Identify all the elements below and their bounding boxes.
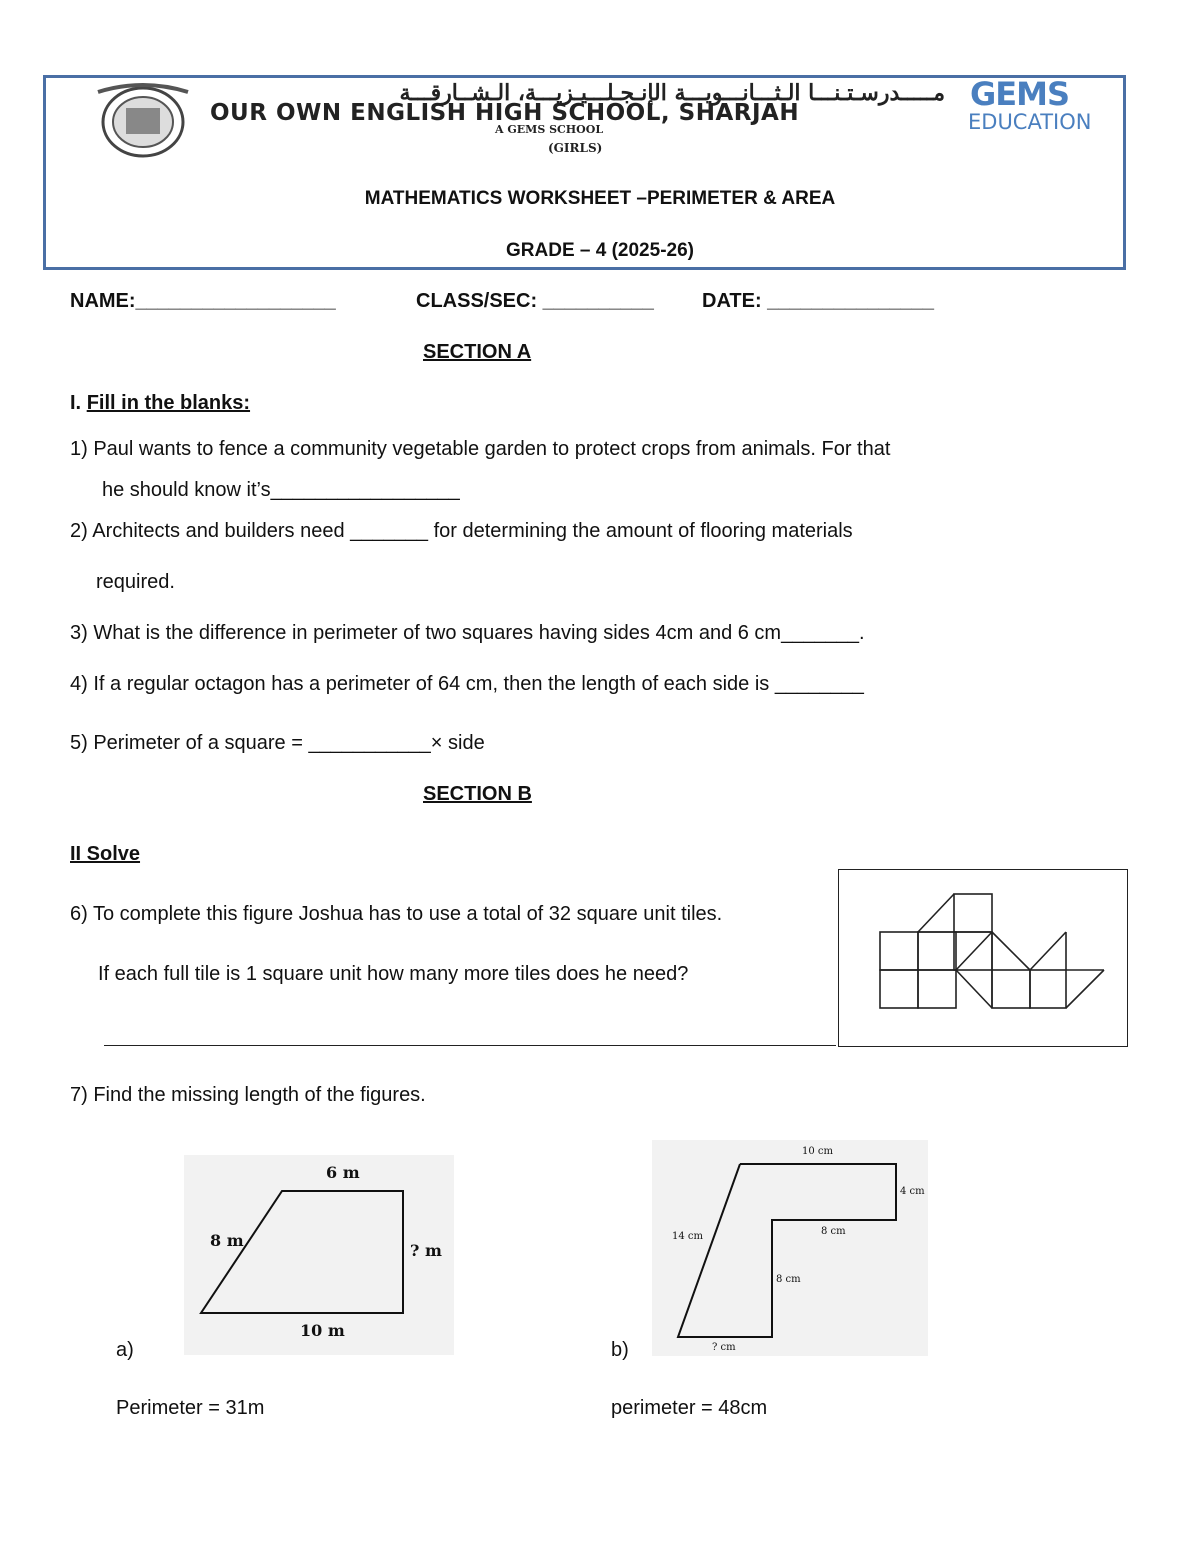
question-2-line-1: 2) Architects and builders need _______ for determining the amount of flooring materials [70,520,853,542]
figure-a-trapezoid [184,1155,454,1355]
gems-logo: GEMS [970,75,1070,113]
section-b-heading: II Solve [70,843,141,865]
answer-line-q6[interactable] [104,1045,836,1046]
question-6-line-2: If each full tile is 1 square unit how many more tiles does he need? [98,963,689,985]
class-field[interactable]: CLASS/SEC: __________ [416,290,654,312]
question-6-line-1: 6) To complete this figure Joshua has to use a total of 32 square unit tiles. [70,903,723,925]
section-a-heading [70,392,250,415]
school-subtitle: A GEMS SCHOOL [495,123,604,136]
trapezoid-bottom-label: 10 m [300,1321,345,1340]
section-a-heading-text: Fill in the blanks: [86,392,251,414]
section-b-title: SECTION B [423,783,532,805]
l-shape-right-label: 4 cm [900,1186,925,1197]
section-a-title: SECTION A [423,341,532,363]
l-shape-inner-vertical-label: 8 cm [776,1274,801,1285]
trapezoid-top-label: 6 m [326,1163,360,1182]
trapezoid-right-label: ? m [410,1241,442,1260]
question-3: 3) What is the difference in perimeter of two squares having sides 4cm and 6 cm_______. [70,622,865,644]
tile-figure-box [838,869,1128,1047]
school-crest-logo [88,80,198,160]
figure-b-l-shape [652,1140,928,1356]
question-1-line-1: 1) Paul wants to fence a community vegetable garden to protect crops from animals. For that [70,438,891,460]
question-4: 4) If a regular octagon has a perimeter of 64 cm, then the length of each side is ________ [70,673,864,695]
question-2-line-2: required. [96,571,175,593]
figure-b-perimeter: perimeter = 48cm [611,1397,768,1419]
question-7: 7) Find the missing length of the figures. [70,1084,426,1106]
school-name: OUR OWN ENGLISH HIGH SCHOOL, SHARJAH [210,100,800,126]
l-shape-bottom-label: ? cm [712,1342,736,1353]
date-field[interactable]: DATE: _______________ [702,290,935,312]
section-a-heading-number: I. [70,392,82,414]
figure-a-perimeter: Perimeter = 31m [116,1397,265,1419]
name-field[interactable]: NAME:__________________ [70,290,336,312]
grade-label: GRADE – 4 (2025-26) [506,240,694,261]
worksheet-title: MATHEMATICS WORKSHEET –PERIMETER & AREA [364,188,836,209]
l-shape-top-label: 10 cm [802,1146,833,1157]
figure-a-label: a) [116,1339,134,1361]
l-shape [652,1140,928,1356]
trapezoid-left-label: 8 m [210,1231,244,1250]
school-girls-label: (GIRLS) [548,141,603,155]
l-shape-left-label: 14 cm [672,1231,703,1242]
figure-b-label: b) [611,1339,629,1361]
gems-education-label: EDUCATION [968,110,1092,134]
l-shape-inner-horizontal-label: 8 cm [821,1226,846,1237]
question-1-line-2: he should know it’s_________________ [102,479,460,501]
question-5: 5) Perimeter of a square = ___________× side [70,732,485,754]
tile-figure [838,869,1128,1047]
school-name-arabic: مـــــدرسـتـنـــا الـثـــانـــويـــة الإنـجـلـــيـزيـــة، الـشــارقـــة [399,80,945,106]
